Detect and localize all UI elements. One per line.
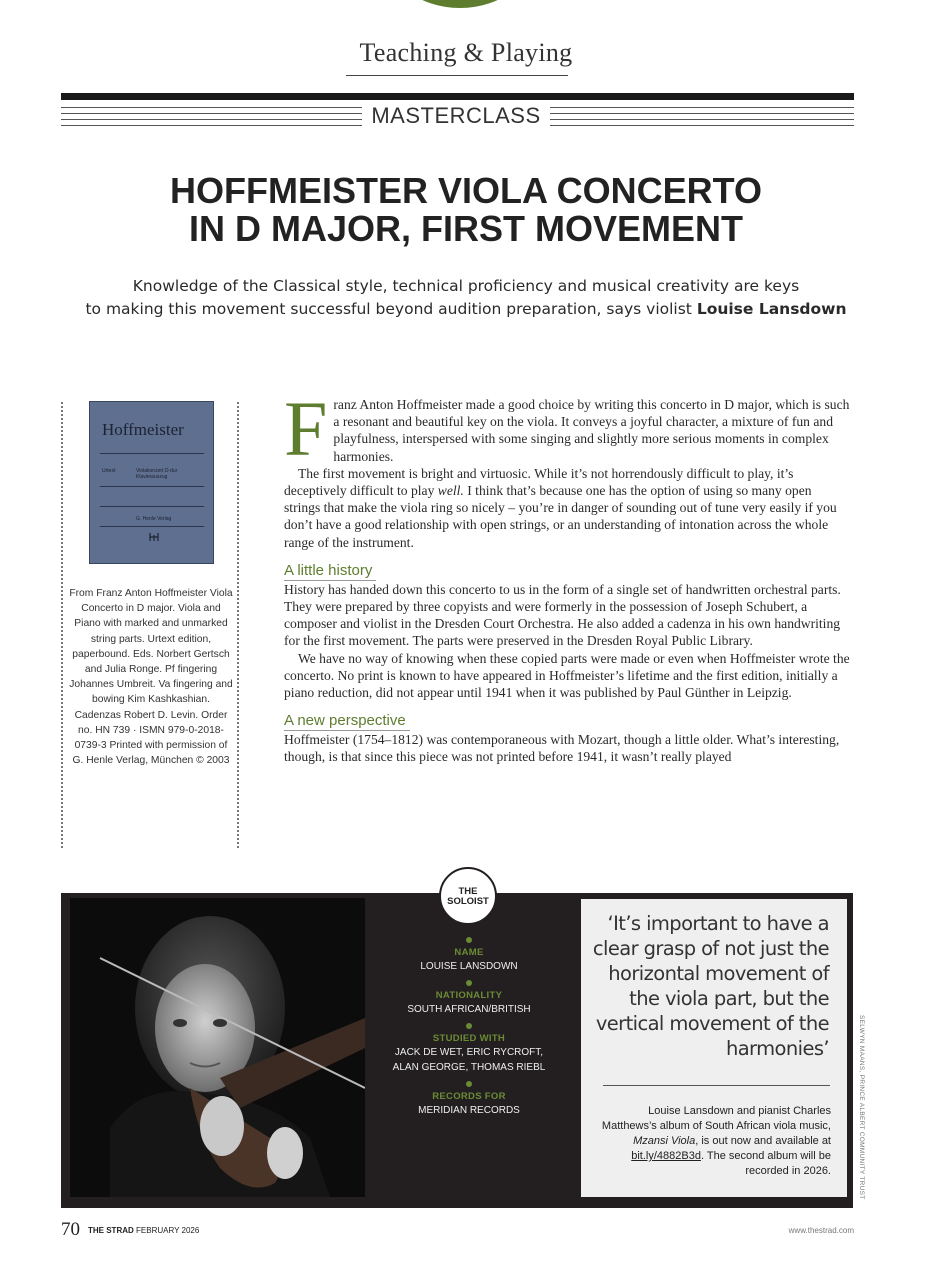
records-label: RECORDS FOR [432, 1091, 506, 1102]
emphasis: well. [437, 483, 464, 499]
page-number: 70 [61, 1219, 80, 1240]
book-cover-urtext: Urtext [102, 468, 116, 474]
rubric-label: MASTERCLASS [371, 103, 541, 128]
issue-date: FEBRUARY 2026 [133, 1226, 200, 1235]
rubric-lines-left [61, 107, 362, 129]
pull-quote: ‘It’s important to have a clear grasp of not just the horizontal movement of the viola part, but the vertical movement of the harmonies’ [592, 912, 829, 1060]
book-cover-subtitle: Violakonzert D-dur [136, 468, 178, 474]
photo-credit: SELWYN MAANS, PRINCE ALBERT COMMUNITY TRUST [858, 1015, 865, 1200]
album-note [601, 1104, 831, 1179]
nationality-label: NATIONALITY [435, 990, 503, 1001]
bullet-icon [466, 937, 472, 943]
records-value: MERIDIAN RECORDS [418, 1105, 520, 1116]
footer-website[interactable]: www.thestrad.com [788, 1226, 854, 1235]
header-rule [61, 93, 854, 100]
book-cover-rule [100, 453, 204, 454]
standfirst-line1: Knowledge of the Classical style, technical proficiency and musical creativity are keys [132, 277, 800, 295]
headline-line1: HOFFMEISTER VIOLA CONCERTO [169, 170, 762, 211]
book-cover-rule [100, 486, 204, 487]
bullet-icon [466, 1081, 472, 1087]
studied-line1: JACK DE WET, ERIC RYCROFT, [394, 1047, 544, 1058]
sidebar-divider-right [237, 402, 239, 848]
bullet-icon [466, 1023, 472, 1029]
paragraph [284, 465, 850, 551]
book-cover-rule [100, 506, 204, 507]
henle-logo-icon [148, 532, 160, 542]
book-cover-publisher: G. Henle Verlag [136, 516, 172, 522]
article-body [284, 385, 850, 766]
headline [0, 172, 932, 248]
name-label: NAME [454, 947, 484, 958]
album-text: Louise Lansdown and pianist Charles Matthews’s album of South African viola music, [601, 1105, 831, 1132]
drop-cap: F [284, 385, 328, 472]
paragraph: Hoffmeister (1754–1812) was contemporaneous with Mozart, though a little older. What’s interesting, though, is that since this piece was not printed before 1941, it wasn’t really played [284, 732, 840, 765]
section-underline [346, 75, 568, 76]
paragraph: We have no way of knowing when these copied parts were made or even when Hoffmeister wrote the concerto. No print is known to have appeared in Hoffmeister’s lifetime and the first edition, initially a piano reduction, did not appear until 1941 when it was published by Paul Günther in Leipzig. [284, 650, 850, 701]
paragraph [284, 385, 850, 472]
book-caption: From Franz Anton Hoffmeister Viola Concerto in D major. Viola and Piano with marked and unmarked string parts. Urtext edition, paperbound. Eds. Norbert Gertsch and Julia Ronge. Pf fingering Johannes Umbreit. Va fingering and bowing Kim Kashkashian. Cadenzas Robert D. Levin. Order no. HN 739 · ISMN 979-0-2018-0739-3 Printed with permission of G. Henle Verlag, München © 2003 [69, 588, 233, 767]
paragraph: History has handed down this concerto to us in the form of a single set of handwritten orchestral parts. They were prepared by three copyists and were formerly in the possession of Joseph Schubert, a composer and violist in the Dresden Court Orchestra. He also added a cadenza in his own handwriting for the first movement. The parts were preserved in the Dresden Royal Public Library. [284, 581, 841, 649]
soloist-photo [70, 898, 365, 1197]
soloist-badge [439, 867, 497, 925]
standfirst [60, 275, 872, 321]
book-cover-title: Hoffmeister [102, 420, 184, 439]
standfirst-line2: to making this movement successful beyond audition preparation, says violist [85, 300, 697, 318]
album-text: . The second album will be recorded in 2026. [700, 1150, 831, 1177]
nationality-value: SOUTH AFRICAN/BRITISH [407, 1004, 531, 1015]
soloist-info [383, 937, 555, 1124]
author-name: Louise Lansdown [696, 300, 847, 318]
rubric-lines-right [550, 107, 854, 129]
paragraph-text: The first movement is bright and virtuosic. While it’s not horrendously difficult to play, it’s deceptively difficult to play [284, 465, 794, 499]
book-cover-subtitle2: Klavierauszug [136, 474, 168, 480]
studied-label: STUDIED WITH [432, 1033, 506, 1044]
footer-magazine [88, 1226, 199, 1235]
paragraph-text: I think that’s because one has the option of using so many open strings that make the viola ring so nicely – you’re in danger of sounding out of tune very easily if you don’t have a good relationship with open strings, or an understanding of intonation across the whole range of the instrument. [284, 483, 837, 550]
section-title: Teaching & Playing [359, 38, 573, 67]
paragraph-text: ranz Anton Hoffmeister made a good choice by writing this concerto in D major, which is such a resonant and beautiful key on the viola. It conveys a joyful character, a mixture of fun and playfulness, interspersed with some singing and slightly more serious moments in complex harmonies. [333, 397, 850, 464]
violist-photo-icon [70, 898, 365, 1197]
headline-line2: IN D MAJOR, FIRST MOVEMENT [188, 208, 743, 249]
subhead-history: A little history [284, 562, 376, 581]
studied-line2: ALAN GEORGE, THOMAS RIEBL [392, 1062, 546, 1073]
section-tab-circle [385, 0, 535, 8]
magazine-name: THE STRAD [88, 1226, 134, 1235]
name-value: LOUISE LANSDOWN [420, 961, 518, 972]
album-link[interactable]: bit.ly/4882B3d [631, 1150, 701, 1162]
bullet-icon [466, 980, 472, 986]
book-cover-rule [100, 526, 204, 527]
album-text: , is out now and available at [695, 1135, 831, 1147]
badge-line1: THE [458, 886, 478, 897]
badge-line2: SOLOIST [447, 896, 489, 907]
quote-rule [603, 1085, 830, 1086]
quote-box [581, 899, 847, 1197]
book-cover-image [89, 401, 214, 564]
studied-value [383, 1045, 555, 1075]
subhead-perspective: A new perspective [284, 712, 410, 731]
sidebar-divider-left [61, 402, 63, 848]
album-title: Mzansi Viola [633, 1135, 696, 1147]
